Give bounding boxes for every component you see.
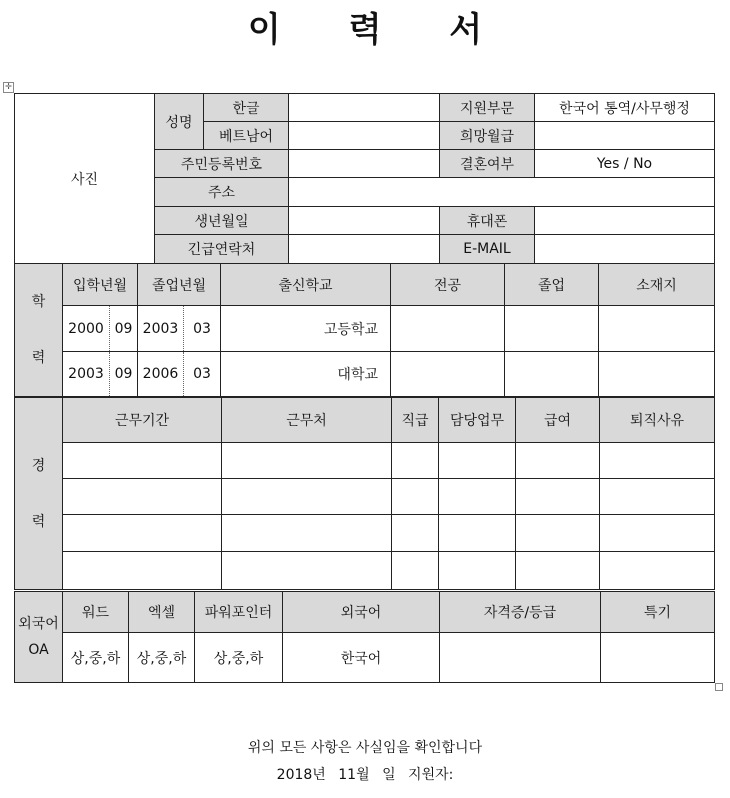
career-cell[interactable]	[392, 515, 439, 552]
skills-label-oa: OA	[28, 642, 49, 658]
emergency-label: 긴급연락처	[155, 235, 289, 264]
skills-language-value[interactable]: 한국어	[283, 633, 440, 683]
skills-header-certificate: 자격증/등급	[440, 592, 601, 633]
career-table	[14, 397, 715, 590]
skills-section-label	[15, 592, 63, 683]
edu-header-graduation: 졸업년월	[138, 264, 221, 306]
skills-header-specialty: 특기	[601, 592, 715, 633]
skills-header-language: 외국어	[283, 592, 440, 633]
signature-line	[0, 764, 730, 784]
career-char-1: 경	[31, 457, 46, 474]
career-header-salary: 급여	[516, 398, 600, 443]
education-char-1: 학	[31, 294, 46, 310]
table-row	[15, 352, 715, 397]
career-cell[interactable]	[439, 515, 516, 552]
date-month: 11월	[338, 767, 370, 783]
career-cell[interactable]	[222, 443, 392, 479]
career-cell[interactable]	[63, 552, 222, 590]
career-cell[interactable]	[222, 515, 392, 552]
career-cell[interactable]	[392, 552, 439, 590]
emergency-field[interactable]	[289, 235, 440, 264]
skills-label-language: 외국어	[18, 616, 59, 632]
edu-out-month[interactable]: 03	[184, 352, 221, 397]
career-cell[interactable]	[63, 515, 222, 552]
edu-in-year[interactable]: 2003	[63, 352, 110, 397]
applicant-label: 지원자:	[408, 767, 454, 783]
career-header-workplace: 근무처	[222, 398, 392, 443]
birth-field[interactable]	[289, 207, 440, 235]
id-number-field[interactable]	[289, 150, 440, 178]
phone-field[interactable]	[535, 207, 715, 235]
table-row	[15, 515, 715, 552]
skills-header-powerpoint: 파워포인터	[195, 592, 283, 633]
table-row	[15, 443, 715, 479]
table-row	[15, 552, 715, 590]
date-day: 일	[382, 767, 396, 783]
career-cell[interactable]	[222, 552, 392, 590]
edu-major[interactable]	[391, 352, 505, 397]
skills-powerpoint-value[interactable]: 상,중,하	[195, 633, 283, 683]
confirmation-text: 위의 모든 사항은 사실임을 확인합니다	[247, 740, 483, 756]
edu-school[interactable]: 대학교	[221, 352, 391, 397]
skills-word-value[interactable]: 상,중,하	[63, 633, 129, 683]
career-cell[interactable]	[63, 479, 222, 515]
career-header-reason: 퇴직사유	[600, 398, 715, 443]
edu-location[interactable]	[599, 352, 715, 397]
korean-name-field[interactable]	[289, 94, 440, 122]
edu-school[interactable]: 고등학교	[221, 306, 391, 352]
table-row	[15, 633, 715, 683]
dept-field[interactable]: 한국어 통역/사무행정	[535, 94, 715, 122]
salary-label: 희망월급	[440, 122, 535, 150]
edu-grad[interactable]	[505, 306, 599, 352]
edu-header-admission: 입학년월	[63, 264, 138, 306]
table-move-handle-icon[interactable]: ✛	[3, 82, 14, 93]
skills-table	[14, 591, 715, 683]
education-table	[14, 263, 715, 397]
edu-grad[interactable]	[505, 352, 599, 397]
dept-label: 지원부문	[440, 94, 535, 122]
edu-out-year[interactable]: 2006	[138, 352, 184, 397]
skills-header-word: 워드	[63, 592, 129, 633]
career-cell[interactable]	[439, 479, 516, 515]
career-cell[interactable]	[516, 515, 600, 552]
career-cell[interactable]	[392, 479, 439, 515]
skills-specialty-value[interactable]	[601, 633, 715, 683]
edu-in-month[interactable]: 09	[110, 352, 138, 397]
career-header-duty: 담당업무	[439, 398, 516, 443]
edu-in-month[interactable]: 09	[110, 306, 138, 352]
career-cell[interactable]	[600, 552, 715, 590]
name-label: 성명	[155, 94, 204, 150]
career-char-2: 력	[31, 513, 46, 530]
page-title: 이 력 서	[247, 10, 511, 50]
edu-in-year[interactable]: 2000	[63, 306, 110, 352]
edu-header-graduated: 졸업	[505, 264, 599, 306]
career-cell[interactable]	[222, 479, 392, 515]
id-number-label: 주민등록번호	[155, 150, 289, 178]
career-cell[interactable]	[516, 479, 600, 515]
edu-out-year[interactable]: 2003	[138, 306, 184, 352]
phone-label: 휴대폰	[440, 207, 535, 235]
skills-excel-value[interactable]: 상,중,하	[129, 633, 195, 683]
education-char-2: 력	[31, 350, 46, 366]
korean-name-label: 한글	[204, 94, 289, 122]
skills-header-excel: 엑셀	[129, 592, 195, 633]
career-cell[interactable]	[439, 552, 516, 590]
address-field[interactable]	[289, 178, 715, 207]
career-cell[interactable]	[63, 443, 222, 479]
career-section-label	[15, 398, 63, 590]
birth-label: 생년월일	[155, 207, 289, 235]
skills-certificate-value[interactable]	[440, 633, 601, 683]
career-cell[interactable]	[516, 552, 600, 590]
edu-major[interactable]	[391, 306, 505, 352]
career-cell[interactable]	[600, 443, 715, 479]
vietnamese-name-label: 베트남어	[204, 122, 289, 150]
career-cell[interactable]	[439, 443, 516, 479]
edu-header-location: 소재지	[599, 264, 715, 306]
career-cell[interactable]	[600, 515, 715, 552]
email-label: E-MAIL	[440, 235, 535, 264]
edu-location[interactable]	[599, 306, 715, 352]
career-header-position: 직급	[392, 398, 439, 443]
edu-header-school: 출신학교	[221, 264, 391, 306]
address-label: 주소	[155, 178, 289, 207]
marriage-field[interactable]: Yes / No	[535, 150, 715, 178]
career-cell[interactable]	[600, 479, 715, 515]
table-row	[15, 479, 715, 515]
table-resize-handle-icon[interactable]	[715, 683, 723, 691]
career-header-period: 근무기간	[63, 398, 222, 443]
education-section-label	[15, 264, 63, 397]
date-year: 2018년	[276, 767, 326, 783]
career-cell[interactable]	[516, 443, 600, 479]
marriage-label: 결혼여부	[440, 150, 535, 178]
personal-info-table	[14, 93, 715, 264]
vietnamese-name-field[interactable]	[289, 122, 440, 150]
photo-cell[interactable]: 사진	[15, 94, 155, 264]
email-field[interactable]	[535, 235, 715, 264]
edu-out-month[interactable]: 03	[184, 306, 221, 352]
career-cell[interactable]	[392, 443, 439, 479]
table-row	[15, 306, 715, 352]
salary-field[interactable]	[535, 122, 715, 150]
edu-header-major: 전공	[391, 264, 505, 306]
